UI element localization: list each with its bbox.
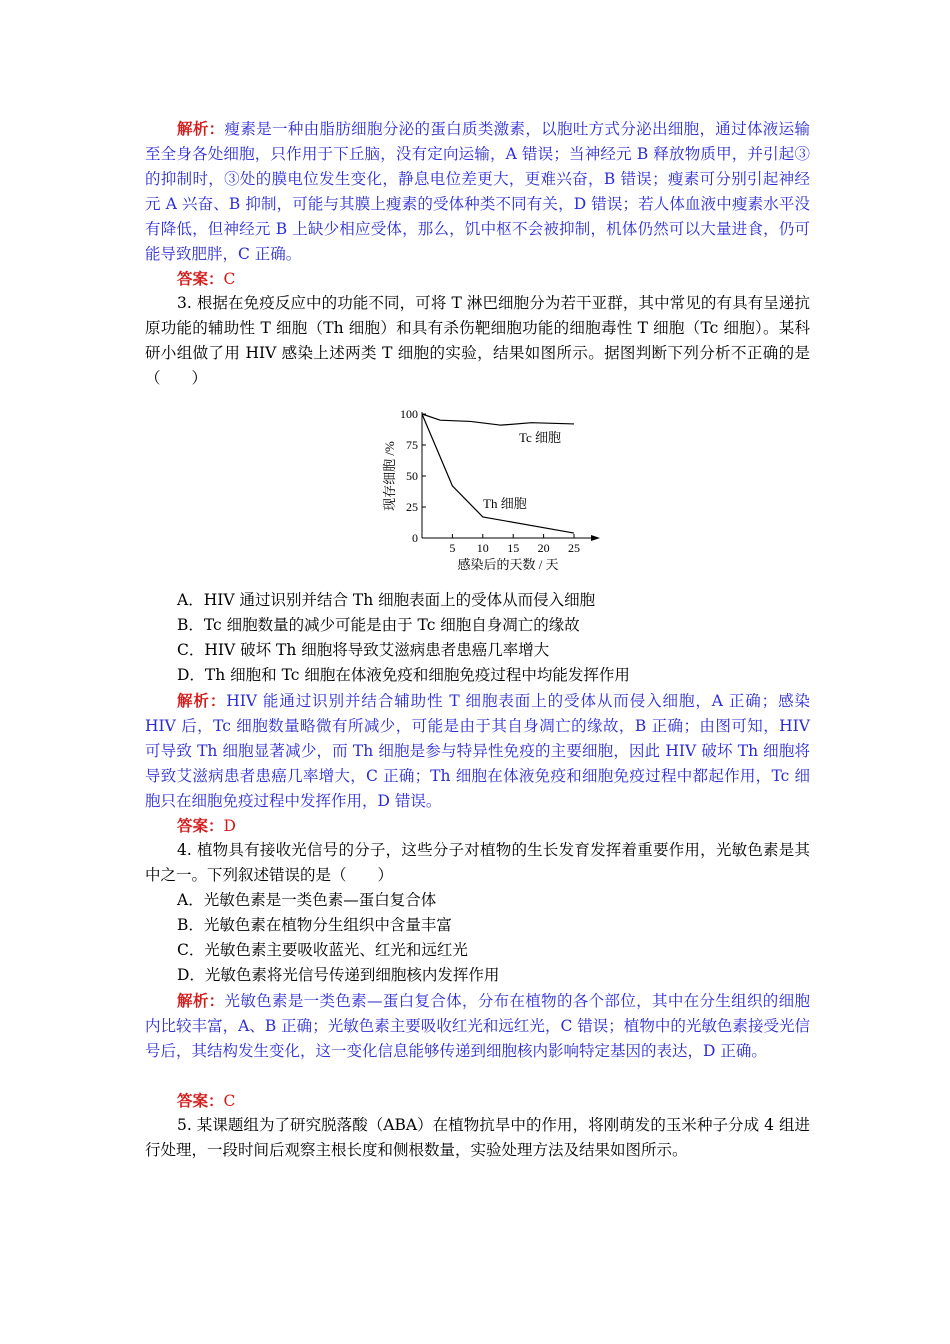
explanation-label: 解析： xyxy=(177,119,225,138)
q3-explanation xyxy=(145,688,810,814)
y-axis-label: 现存细胞 /% xyxy=(382,441,397,511)
line-chart xyxy=(378,403,608,581)
answer-label: 答案： xyxy=(177,269,224,288)
x-axis-label: 感染后的天数 / 天 xyxy=(457,557,559,572)
q4-option-a: A．光敏色素是一类色素—蛋白复合体 xyxy=(177,891,437,909)
q3-option-c: C．HIV 破坏 Th 细胞将导致艾滋病患者患癌几率增大 xyxy=(177,641,550,659)
q4-option-d: D．光敏色素将光信号传递到细胞核内发挥作用 xyxy=(177,966,500,984)
answer-value: D xyxy=(223,817,236,835)
explanation-text: HIV 能通过识别并结合辅助性 T 细胞表面上的受体从而侵入细胞，A 正确；感染 HIV 后，Tc 细胞数量略微有所减少，可能是由于其自身凋亡的缘故，B 正确；由图可知，HIV 可导致 Th 细胞显著减少，而 Th 细胞是参与特异性免疫的主要细胞，因此 HIV 破坏 Th 细胞将导致艾滋病患者患癌几率增大，C 正确；Th 细胞在体液免疫和细胞免疫过程中都起作用，Tc 细胞只在细胞免疫过程中发挥作用，D 错误。 xyxy=(145,692,810,810)
q2-answer xyxy=(177,266,235,292)
answer-label: 答案： xyxy=(177,1091,224,1110)
y-tick-label: 75 xyxy=(406,438,418,452)
answer-value: C xyxy=(223,270,236,288)
y-tick-label: 100 xyxy=(400,407,418,421)
q2-explanation xyxy=(145,116,810,267)
q3-answer xyxy=(177,813,236,839)
q4-option-c: C．光敏色素主要吸收蓝光、红光和远红光 xyxy=(177,941,468,959)
q3-stem: 3. 根据在免疫反应中的功能不同，可将 T 淋巴细胞分为若干亚群，其中常见的有具有呈递抗原功能的辅助性 T 细胞（Th 细胞）和具有杀伤靶细胞功能的细胞毒性 T 细胞（Tc 细胞）。某科研小组做了用 HIV 感染上述两类 T 细胞的实验，结果如图所示。据图判断下列分析不正确的是（ ） xyxy=(145,294,810,387)
q3-option-a: A．HIV 通过识别并结合 Th 细胞表面上的受体从而侵入细胞 xyxy=(177,591,596,609)
x-tick-label: 20 xyxy=(537,541,550,555)
explanation-label: 解析： xyxy=(177,691,227,710)
explanation-label: 解析： xyxy=(177,991,225,1010)
q4-option-b: B．光敏色素在植物分生组织中含量丰富 xyxy=(177,916,452,934)
x-axis-arrow xyxy=(591,535,600,541)
q4-explanation xyxy=(145,988,810,1064)
explanation-text: 光敏色素是一类色素—蛋白复合体，分布在植物的各个部位，其中在分生组织的细胞内比较丰富，A、B 正确；光敏色素主要吸收红光和远红光，C 错误；植物中的光敏色素接受光信号后，其结构发生变化，这一变化信息能够传递到细胞核内影响特定基因的表达，D 正确。 xyxy=(145,992,810,1060)
explanation-text: 瘦素是一种由脂肪细胞分泌的蛋白质类激素，以胞吐方式分泌出细胞，通过体液运输至全身各处细胞，只作用于下丘脑，没有定向运输，A 错误；当神经元 B 释放物质甲，并引起③的抑制时，③处的膜电位发生变化，静息电位差更大，更难兴奋，B 错误；瘦素可分别引起神经元 A 兴奋、B 抑制，可能与其膜上瘦素的受体种类不同有关，D 错误；若人体血液中瘦素水平没有降低，但神经元 B 上缺少相应受体，那么，饥中枢不会被抑制，机体仍然可以大量进食，仍可能导致肥胖，C 正确。 xyxy=(145,120,810,263)
answer-label: 答案： xyxy=(177,816,224,835)
q4-answer xyxy=(177,1088,235,1114)
x-tick-label: 5 xyxy=(449,541,456,555)
q4-stem: 4. 植物具有接收光信号的分子，这些分子对植物的生长发育发挥着重要作用，光敏色素是其中之一。下列叙述错误的是（ ） xyxy=(145,841,810,884)
series-label-th: Th 细胞 xyxy=(483,496,527,511)
answer-value: C xyxy=(223,1092,236,1110)
y-tick-label: 50 xyxy=(406,469,418,483)
series-label-tc: Tc 细胞 xyxy=(519,430,562,445)
q3-option-d: D．Th 细胞和 Tc 细胞在体液免疫和细胞免疫过程中均能发挥作用 xyxy=(177,666,630,684)
q5-stem: 5. 某课题组为了研究脱落酸（ABA）在植物抗旱中的作用，将刚萌发的玉米种子分成 4 组进行处理，一段时间后观察主根长度和侧根数量，实验处理方法及结果如图所示。 xyxy=(145,1116,810,1159)
y-tick-label: 0 xyxy=(412,531,418,545)
x-tick-label: 15 xyxy=(507,541,520,555)
series-line-tc xyxy=(422,414,574,425)
q3-option-b: B．Tc 细胞数量的减少可能是由于 Tc 细胞自身凋亡的缘故 xyxy=(177,616,580,634)
x-tick-label: 25 xyxy=(568,541,580,555)
y-tick-label: 25 xyxy=(406,500,418,514)
x-tick-label: 10 xyxy=(476,541,489,555)
